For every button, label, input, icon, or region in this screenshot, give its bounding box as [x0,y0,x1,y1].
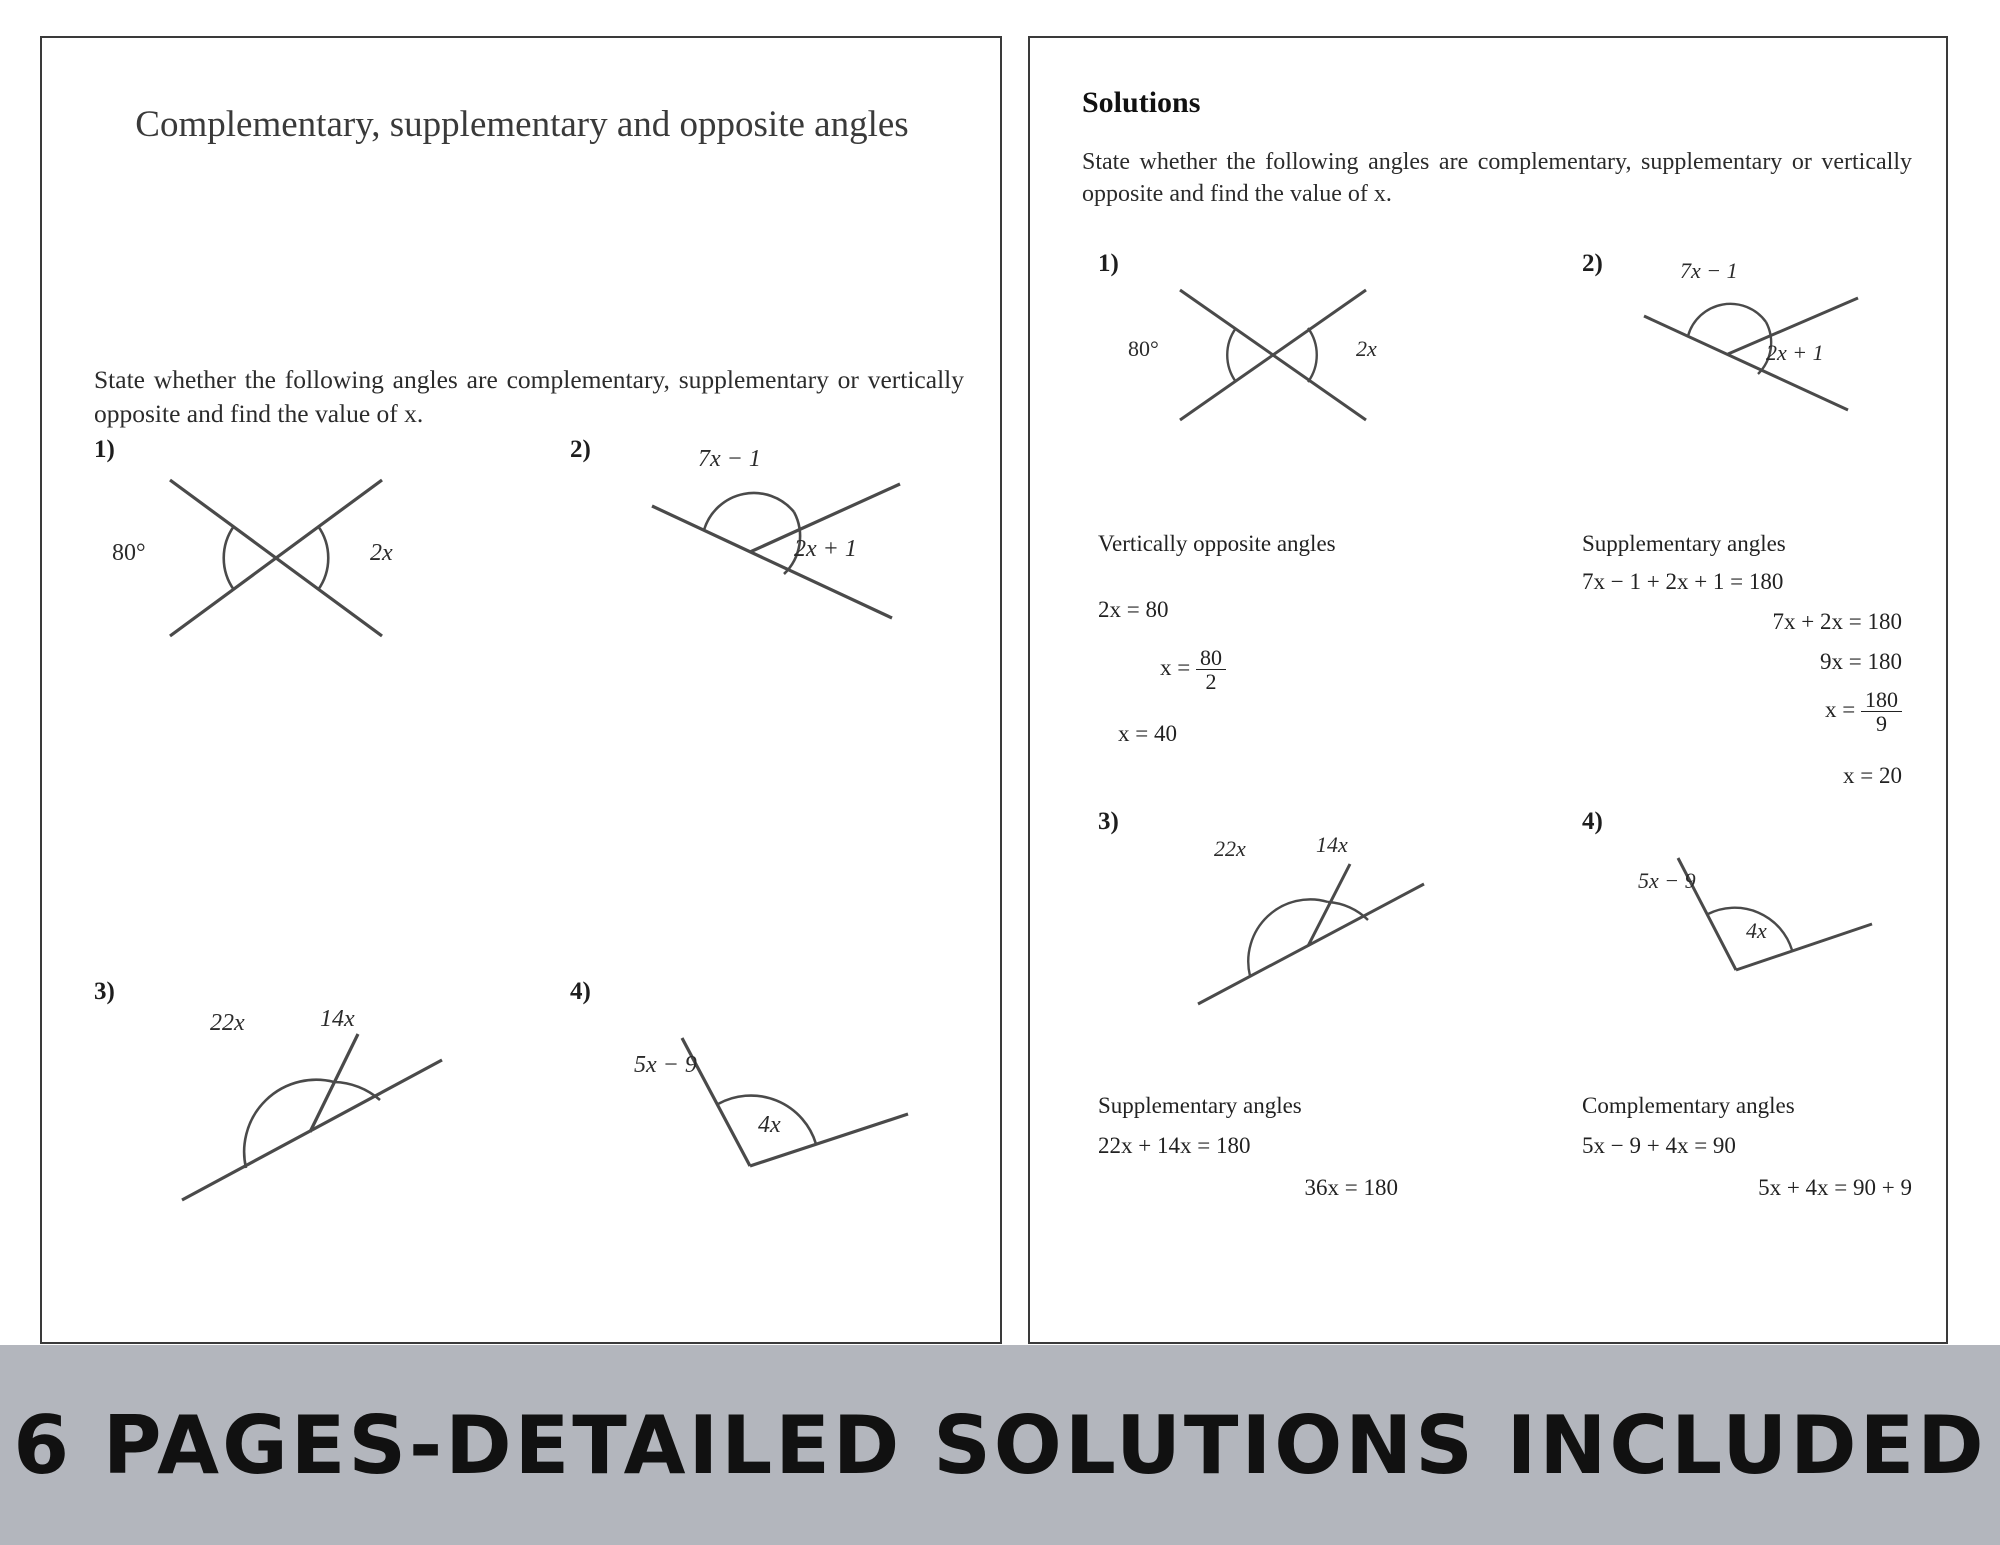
solution-4-number: 4) [1582,808,1603,835]
solution-4-step-2: 5x + 4x = 90 + 9 [1758,1175,1912,1200]
solution-1-step-2 [1160,646,1226,693]
worksheet-instructions: State whether the following angles are complementary, supplementary or vertically opposite and find the value of x. [94,365,964,429]
solution-2-fraction-denominator: 9 [1876,711,1887,737]
solution-1-label-1: 80° [1128,336,1159,361]
solution-4-label-2: 4x [1746,918,1767,943]
solution-1-fraction-denominator: 2 [1205,669,1217,695]
solutions-instructions: State whether the following angles are complementary, supplementary or vertically opposite and find the value of x. [1082,149,1912,208]
solution-3-step-1: 22x + 14x = 180 [1098,1133,1251,1158]
solution-2-step-1: 7x − 1 + 2x + 1 = 180 [1582,569,1784,594]
solution-1-fraction [1196,646,1226,693]
question-2-number: 2) [570,436,591,463]
solution-2-label-1: 7x − 1 [1680,258,1738,283]
solution-2-step-4-lhs: x = [1825,696,1856,722]
page-title: Complementary, supplementary and opposite angles [135,104,909,145]
question-3-label-2: 14x [320,1006,355,1032]
solution-3-figure [1190,832,1440,1018]
solution-1-step-2-lhs: x = [1160,654,1191,680]
solution-4-label-1: 5x − 9 [1638,868,1696,893]
solutions-title: Solutions [1082,86,1201,119]
question-2-figure [642,446,922,658]
solutions-page [1028,36,1948,1344]
question-1-number: 1) [94,436,115,463]
question-4-label-2: 4x [758,1112,781,1138]
question-3-label-1: 22x [210,1010,245,1036]
solution-2-label-2: 2x + 1 [1766,340,1824,365]
question-4-number: 4) [570,978,591,1005]
solution-2-classification: Supplementary angles [1582,531,1786,556]
solution-1-classification: Vertically opposite angles [1098,531,1336,556]
solution-2-step-4 [1582,688,1902,735]
question-1-label-2: 2x [370,540,393,566]
question-3-figure [172,1006,462,1218]
solution-2-step-2: 7x + 2x = 180 [1772,609,1902,634]
worksheet-page [40,36,1002,1344]
solution-1-figure [1128,274,1396,434]
solution-1-number: 1) [1098,250,1119,277]
solution-4-step-1: 5x − 9 + 4x = 90 [1582,1133,1736,1158]
question-2-label-2: 2x + 1 [794,536,857,562]
question-3-number: 3) [94,978,115,1005]
solution-3-number: 3) [1098,808,1119,835]
question-1-figure [112,458,412,658]
solution-4-figure [1640,850,1890,1010]
solution-2-figure [1636,258,1886,438]
solution-3-classification: Supplementary angles [1098,1093,1302,1118]
solution-1-step-1: 2x = 80 [1098,597,1169,622]
question-4-label-1: 5x − 9 [634,1052,697,1078]
question-2-label-1: 7x − 1 [698,446,761,472]
question-4-figure [634,1028,932,1208]
solution-2-fraction [1861,688,1902,735]
solution-3-label-2: 14x [1316,832,1348,857]
solution-4-classification: Complementary angles [1582,1093,1795,1118]
solution-1-label-2: 2x [1356,336,1377,361]
solution-1-fraction-numerator: 80 [1196,646,1226,670]
solution-3-label-1: 22x [1214,836,1246,861]
solution-1-step-3: x = 40 [1118,721,1177,746]
solution-2-step-5: x = 20 [1843,763,1902,788]
solution-3-step-2: 36x = 180 [1304,1175,1398,1200]
question-1-label-1: 80° [112,540,146,566]
solution-2-number: 2) [1582,250,1603,277]
promo-banner-text: 6 PAGES-DETAILED SOLUTIONS INCLUDED [13,1398,1987,1492]
solution-2-step-3: 9x = 180 [1820,649,1902,674]
solution-2-fraction-numerator: 180 [1861,688,1902,712]
promo-banner [0,1345,2000,1545]
